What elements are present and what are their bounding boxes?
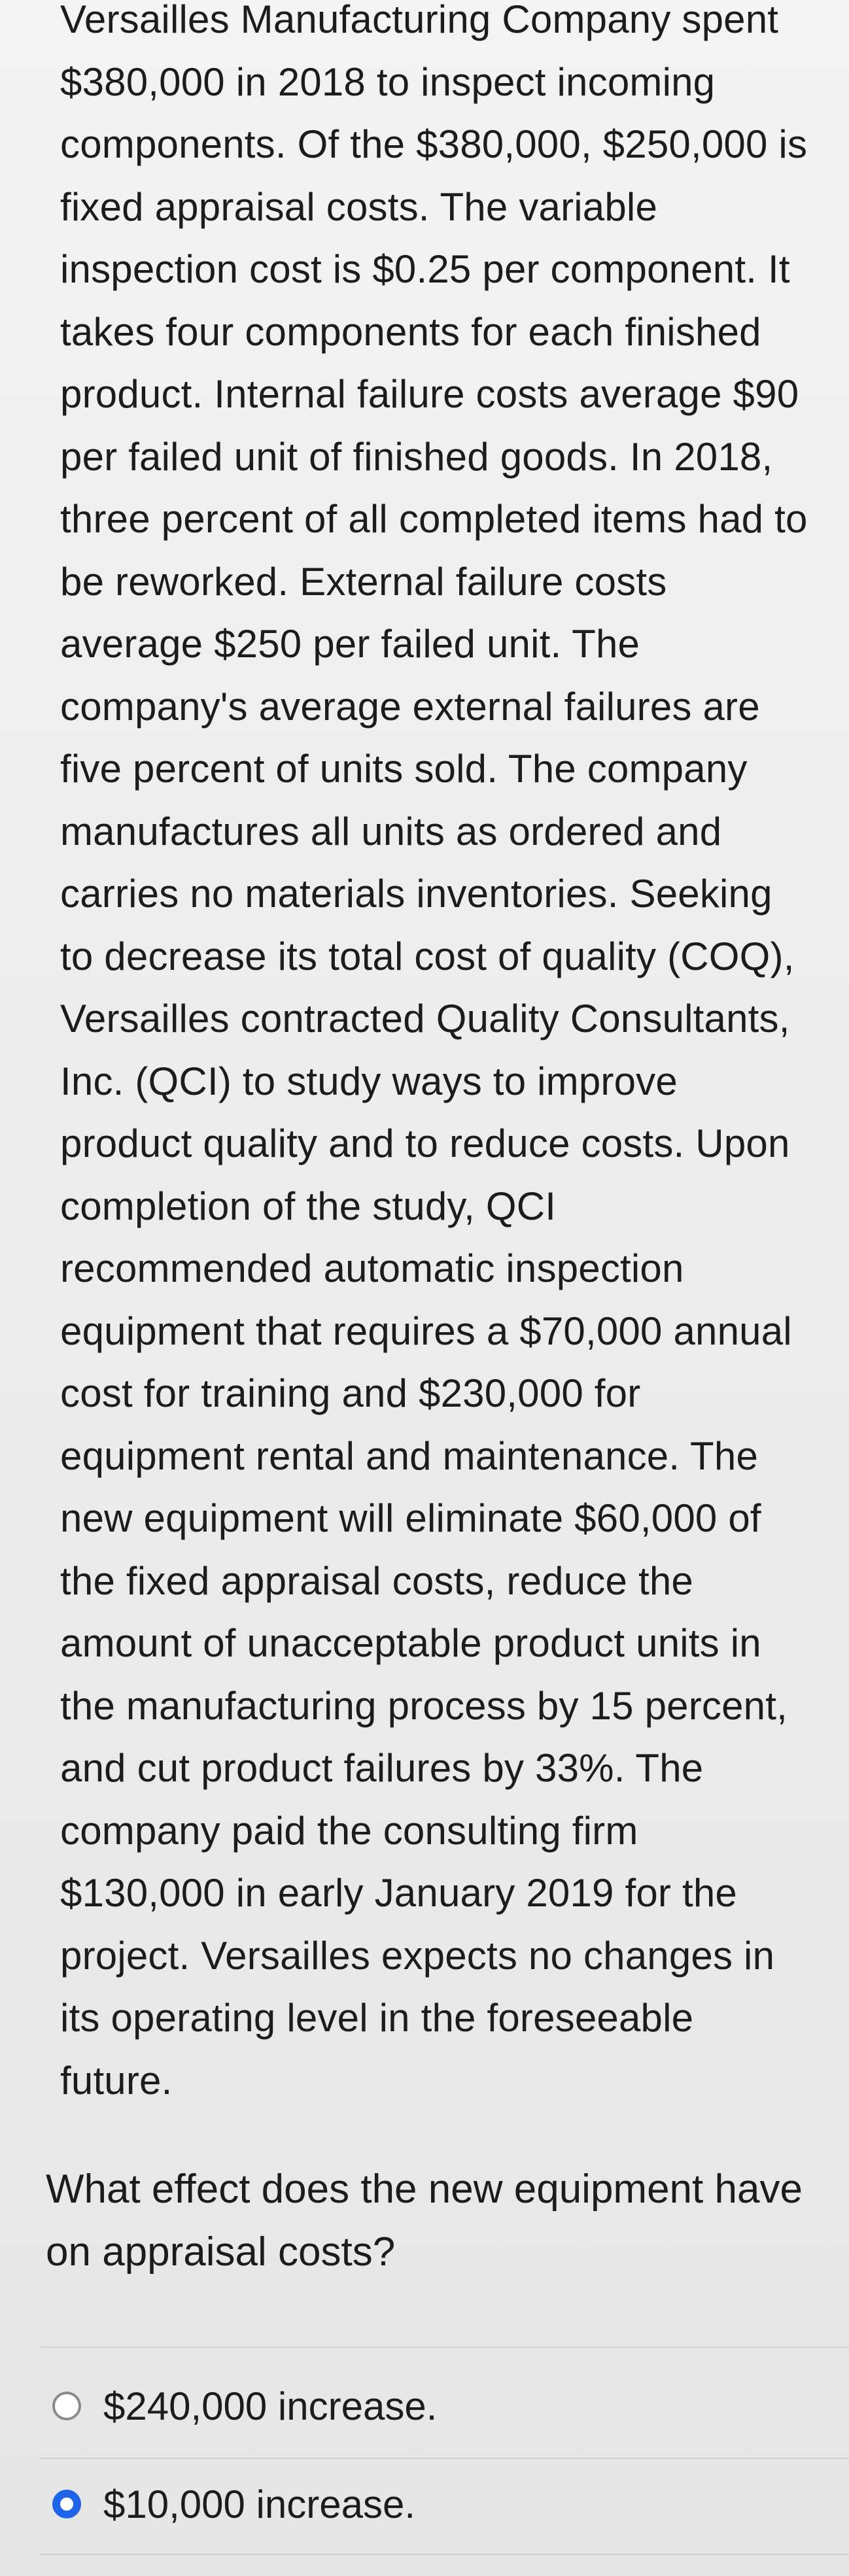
question-line: cost for training and $230,000 for (60, 1371, 641, 1415)
question-line: equipment rental and maintenance. The (60, 1434, 759, 1478)
answer-option-label: $240,000 increase. (103, 2384, 438, 2428)
question-line: its operating level in the foreseeable (60, 1996, 694, 2040)
question-line: product quality and to reduce costs. Upon (60, 1122, 790, 1165)
question-line: Versailles contracted Quality Consultants, (60, 997, 790, 1040)
radio-selected-icon[interactable] (52, 2490, 81, 2518)
option-divider (39, 2346, 849, 2348)
prompt-line: on appraisal costs? (46, 2229, 396, 2275)
answer-option-2[interactable] (52, 2475, 805, 2533)
question-line: to decrease its total cost of quality (COQ), (60, 934, 795, 978)
question-line: product. Internal failure costs average $90 (60, 372, 799, 416)
question-line: company's average external failures are (60, 684, 760, 729)
question-line: components. Of the $380,000, $250,000 is (60, 122, 808, 166)
question-line: the manufacturing process by 15 percent, (60, 1683, 788, 1728)
radio-unselected-icon[interactable] (52, 2392, 81, 2420)
question-line: future. (60, 2058, 173, 2103)
answer-option-1[interactable] (52, 2377, 805, 2435)
question-line: recommended automatic inspection (60, 1246, 684, 1290)
question-line: carries no materials inventories. Seeking (60, 872, 772, 916)
question-line: manufactures all units as ordered and (60, 809, 722, 853)
question-line: the fixed appraisal costs, reduce the (60, 1558, 693, 1603)
question-line: $130,000 in early January 2019 for the (60, 1871, 737, 1915)
question-line: five percent of units sold. The company (60, 747, 748, 791)
prompt-line: What effect does the new equipment have (46, 2167, 803, 2212)
question-line: completion of the study, QCI (60, 1184, 557, 1228)
question-line: amount of unacceptable product units in (60, 1621, 761, 1665)
question-line: Inc. (QCI) to study ways to improve (60, 1059, 678, 1103)
question-line: three percent of all completed items had to (60, 497, 808, 541)
option-divider (39, 2458, 849, 2459)
question-line: be reworked. External failure costs (60, 559, 667, 604)
question-body (60, 0, 839, 2112)
question-line: takes four components for each finished (60, 309, 761, 354)
question-line: Versailles Manufacturing Company spent (60, 0, 779, 41)
question-line: equipment that requires a $70,000 annual (60, 1309, 792, 1353)
question-line: and cut product failures by 33%. The (60, 1746, 704, 1790)
question-line: company paid the consulting firm (60, 1808, 638, 1853)
question-line: fixed appraisal costs. The variable (60, 184, 658, 229)
question-line: inspection cost is $0.25 per component. It (60, 247, 790, 291)
question-line: per failed unit of finished goods. In 2018, (60, 434, 773, 479)
question-prompt (46, 2158, 844, 2284)
question-line: average $250 per failed unit. The (60, 622, 640, 666)
question-line: new equipment will eliminate $60,000 of (60, 1496, 761, 1540)
answer-option-label: $10,000 increase. (103, 2482, 416, 2526)
question-line: project. Versailles expects no changes in (60, 1933, 775, 1978)
question-line: $380,000 in 2018 to inspect incoming (60, 60, 716, 104)
option-divider (39, 2554, 849, 2555)
